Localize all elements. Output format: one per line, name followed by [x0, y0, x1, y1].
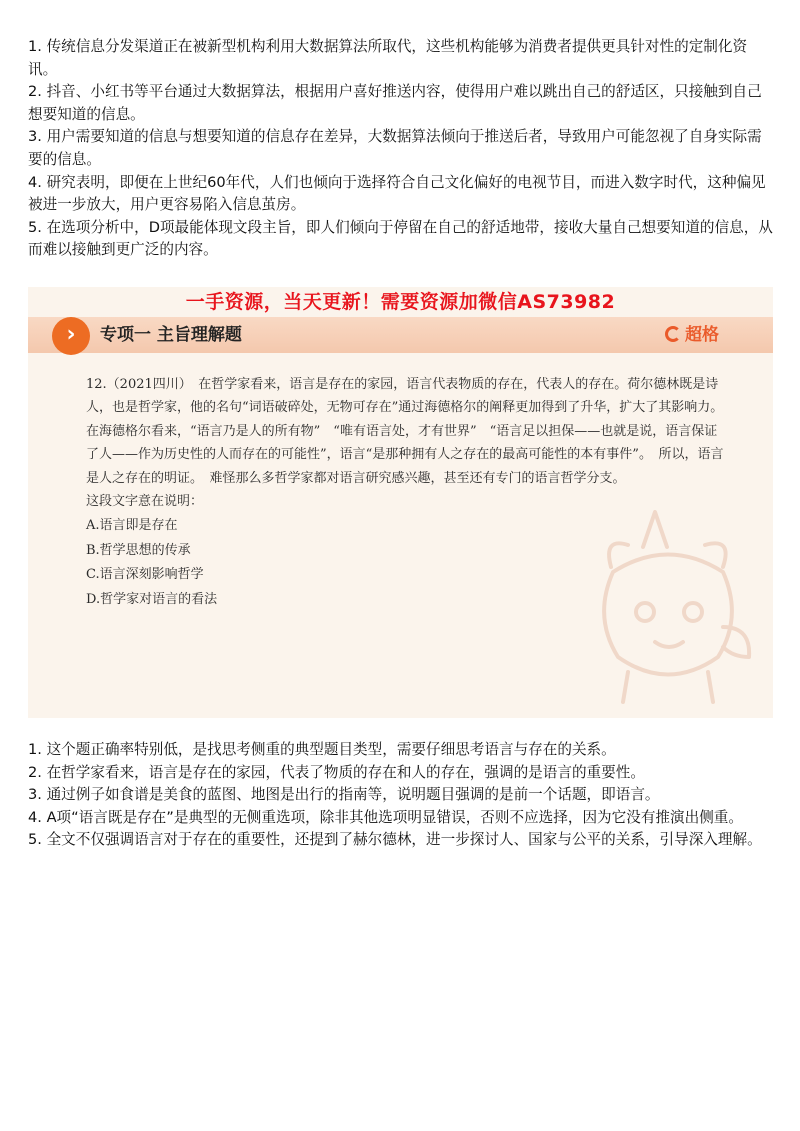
note-item: 4. A项“语言既是存在”是典型的无侧重选项，除非其他选项明显错误，否则不应选择，因为它没有推演出侧重。	[28, 808, 743, 826]
option-c: C.语言深刻影响哲学	[86, 567, 204, 583]
brand-g-icon	[665, 326, 681, 342]
question-stem: 12.（2021四川） 在哲学家看来，语言是存在的家园，语言代表物质的存在，代表人的存在。荷尔德林既是诗人，也是哲学家，他的名句“词语破碎处，无物可存在”通过海德格尔的阐释更加得到了升华，扩大了其影响力。 在海德格尔看来，“语言乃是人的所有物” “唯有语言处，才有世界” “语言足以担保——也就是说，语言保证了人——作为历史性的人而存在的可能性”，语言“是那种拥有人之存在的最高可能性的本有事件”。 所以，语言是人之存在的明证。 难怪那么多哲学家都对语言研究感兴趣，甚至还有专门的语言哲学分支。	[86, 377, 730, 486]
option-d: D.哲学家对语言的看法	[86, 591, 218, 607]
chevron-right-icon: ›	[52, 317, 90, 355]
lecture-slide	[28, 287, 773, 718]
note-item: 2. 在哲学家看来，语言是存在的家园，代表了物质的存在和人的存在，强调的是语言的重要性。	[28, 763, 645, 781]
notes-top	[28, 36, 773, 262]
question-block	[86, 373, 730, 611]
brand-name: 超格	[685, 325, 719, 345]
note-item: 1. 这个题正确率特别低，是找思考侧重的典型题目类型，需要仔细思考语言与存在的关系。	[28, 741, 616, 758]
notes-bottom	[28, 739, 773, 852]
note-item: 5. 在选项分析中，D项最能体现文段主旨，即人们倾向于停留在自己的舒适地带，接收大量自己想要知道的信息，从而难以接触到更广泛的内容。	[28, 218, 773, 259]
note-item: 2. 抖音、小红书等平台通过大数据算法，根据用户喜好推送内容，使得用户难以跳出自己的舒适区，只接触到自己想要知道的信息。	[28, 83, 762, 123]
note-item: 5. 全文不仅强调语言对于存在的重要性，还提到了赫尔德林，进一步探讨人、国家与公平的关系，引导深入理解。	[28, 831, 762, 849]
note-item: 4. 研究表明，即便在上世纪60年代，人们也倾向于选择符合自己文化偏好的电视节目，而进入数字时代，这种偏见被进一步放大，用户更容易陷入信息茧房。	[28, 173, 766, 214]
section-header	[28, 317, 773, 353]
question-prompt: 这段文字意在说明：	[86, 494, 204, 510]
note-item: 3. 通过例子如食谱是美食的蓝图、地图是出行的指南等，说明题目强调的是前一个话题，即语言。	[28, 786, 660, 804]
note-item: 1. 传统信息分发渠道正在被新型机构利用大数据算法所取代，这些机构能够为消费者提供更具针对性的定制化资讯。	[28, 38, 748, 78]
brand-logo	[665, 317, 719, 353]
promo-banner: 一手资源，当天更新！需要资源加微信AS73982	[185, 291, 616, 313]
note-item: 3. 用户需要知道的信息与想要知道的信息存在差异，大数据算法倾向于推送后者，导致用户可能忽视了自身实际需要的信息。	[28, 128, 762, 168]
option-b: B.哲学思想的传承	[86, 542, 191, 558]
option-a: A.语言即是存在	[86, 518, 178, 534]
section-title: 专项一 主旨理解题	[100, 325, 242, 345]
